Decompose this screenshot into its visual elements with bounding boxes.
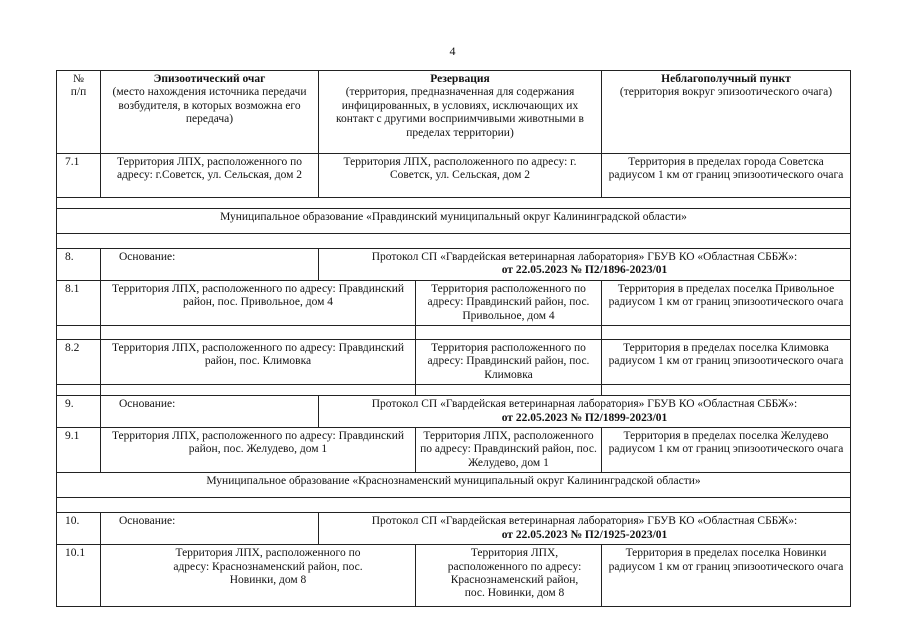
row-num: 9.1 bbox=[57, 428, 101, 473]
row-unsafe: Территория в пределах города Советска радиусом 1 км от границ эпизоотического очага bbox=[602, 154, 851, 198]
table-header bbox=[57, 71, 851, 154]
row-reservation: Территория ЛПХ, расположенного по адресу: Правдинский район, пос. Желудево, дом 1 bbox=[416, 428, 602, 473]
row-unsafe: Территория в пределах поселка Желудево радиусом 1 км от границ эпизоотического очага bbox=[602, 428, 851, 473]
row-num: 8. bbox=[57, 249, 101, 281]
row-focus: Территория ЛПХ, расположенного по адресу: Правдинский район, пос. Желудево, дом 1 bbox=[101, 428, 416, 473]
protocol-date: от 22.05.2023 № П2/1899-2023/01 bbox=[501, 411, 668, 424]
row-num: 7.1 bbox=[57, 154, 101, 198]
header-reservation-desc: (территория, предназначенная для содержания инфицированных, в условиях, исключающих их контакт с другими восприимчивыми животными в пределах территории) bbox=[336, 86, 584, 139]
header-unsafe bbox=[602, 71, 851, 154]
row-focus: Территория ЛПХ, расположенного по адресу: Правдинский район, пос. Климовка bbox=[101, 340, 416, 385]
row-focus: Территория ЛПХ, расположенного по адресу: Правдинский район, пос. Привольное, дом 4 bbox=[101, 280, 416, 325]
page-number: 4 bbox=[449, 44, 456, 58]
row-num: 8.2 bbox=[57, 340, 101, 385]
basis-label: Основание: bbox=[101, 513, 319, 545]
row-num: 10. bbox=[57, 513, 101, 545]
basis-protocol bbox=[319, 396, 851, 428]
row-unsafe: Территория в пределах поселка Новинки радиусом 1 км от границ эпизоотического очага bbox=[602, 545, 851, 607]
row-reservation: Территория расположенного по адресу: Правдинский район, пос. Климовка bbox=[416, 340, 602, 385]
table-spacer bbox=[57, 198, 851, 209]
table-spacer bbox=[57, 385, 851, 396]
basis-row bbox=[57, 249, 851, 281]
table-row bbox=[57, 428, 851, 473]
basis-label: Основание: bbox=[101, 249, 319, 281]
basis-protocol bbox=[319, 513, 851, 545]
header-unsafe-title: Неблагополучный пункт bbox=[661, 73, 791, 85]
table-row bbox=[57, 340, 851, 385]
protocol-date: от 22.05.2023 № П2/1925-2023/01 bbox=[501, 528, 668, 541]
table-row bbox=[57, 154, 851, 198]
municipality-row bbox=[57, 473, 851, 498]
header-focus-desc: (место нахождения источника передачи возбудителя, в которых возможна его передача) bbox=[112, 86, 307, 126]
header-focus-title: Эпизоотический очаг bbox=[153, 73, 266, 85]
header-num-line2: п/п bbox=[70, 86, 87, 99]
protocol-text: Протокол СП «Гвардейская ветеринарная лаборатория» ГБУВ КО «Областная СББЖ»: bbox=[371, 398, 798, 411]
table-spacer bbox=[57, 326, 851, 340]
table-spacer bbox=[57, 234, 851, 249]
header-num-line1: № bbox=[73, 73, 84, 85]
row-unsafe: Территория в пределах поселка Климовка радиусом 1 км от границ эпизоотического очага bbox=[602, 340, 851, 385]
row-focus: Территория ЛПХ, расположенного по адресу: Краснознаменский район, пос. Новинки, дом 8 bbox=[101, 545, 416, 607]
protocol-date: от 22.05.2023 № П2/1896-2023/01 bbox=[501, 264, 668, 277]
table-row bbox=[57, 280, 851, 325]
row-reservation: Территория расположенного по адресу: Правдинский район, пос. Привольное, дом 4 bbox=[416, 280, 602, 325]
municipality-title: Муниципальное образование «Краснознаменский муниципальный округ Калининградской области» bbox=[57, 473, 851, 498]
row-num: 8.1 bbox=[57, 280, 101, 325]
municipality-row bbox=[57, 209, 851, 234]
basis-protocol bbox=[319, 249, 851, 281]
header-focus bbox=[101, 71, 319, 154]
municipality-title: Муниципальное образование «Правдинский муниципальный округ Калининградской области» bbox=[57, 209, 851, 234]
header-unsafe-desc: (территория вокруг эпизоотического очага) bbox=[619, 86, 833, 99]
header-reservation bbox=[319, 71, 602, 154]
registry-table bbox=[56, 70, 851, 607]
row-reservation: Территория ЛПХ, расположенного по адресу: г. Советск, ул. Сельская, дом 2 bbox=[319, 154, 602, 198]
basis-label: Основание: bbox=[101, 396, 319, 428]
row-unsafe: Территория в пределах поселка Привольное радиусом 1 км от границ эпизоотического очага bbox=[602, 280, 851, 325]
row-focus: Территория ЛПХ, расположенного по адресу: г.Советск, ул. Сельская, дом 2 bbox=[101, 154, 319, 198]
protocol-text: Протокол СП «Гвардейская ветеринарная лаборатория» ГБУВ КО «Областная СББЖ»: bbox=[371, 515, 798, 528]
basis-row bbox=[57, 513, 851, 545]
protocol-text: Протокол СП «Гвардейская ветеринарная лаборатория» ГБУВ КО «Областная СББЖ»: bbox=[371, 251, 798, 263]
header-num bbox=[57, 71, 101, 154]
row-num: 9. bbox=[57, 396, 101, 428]
table-row bbox=[57, 545, 851, 607]
row-num: 10.1 bbox=[57, 545, 101, 607]
basis-row bbox=[57, 396, 851, 428]
header-reservation-title: Резервация bbox=[430, 73, 490, 85]
row-reservation: Территория ЛПХ, расположенного по адресу: Краснознаменский район, пос. Новинки, дом 8 bbox=[416, 545, 602, 607]
table-spacer bbox=[57, 498, 851, 513]
